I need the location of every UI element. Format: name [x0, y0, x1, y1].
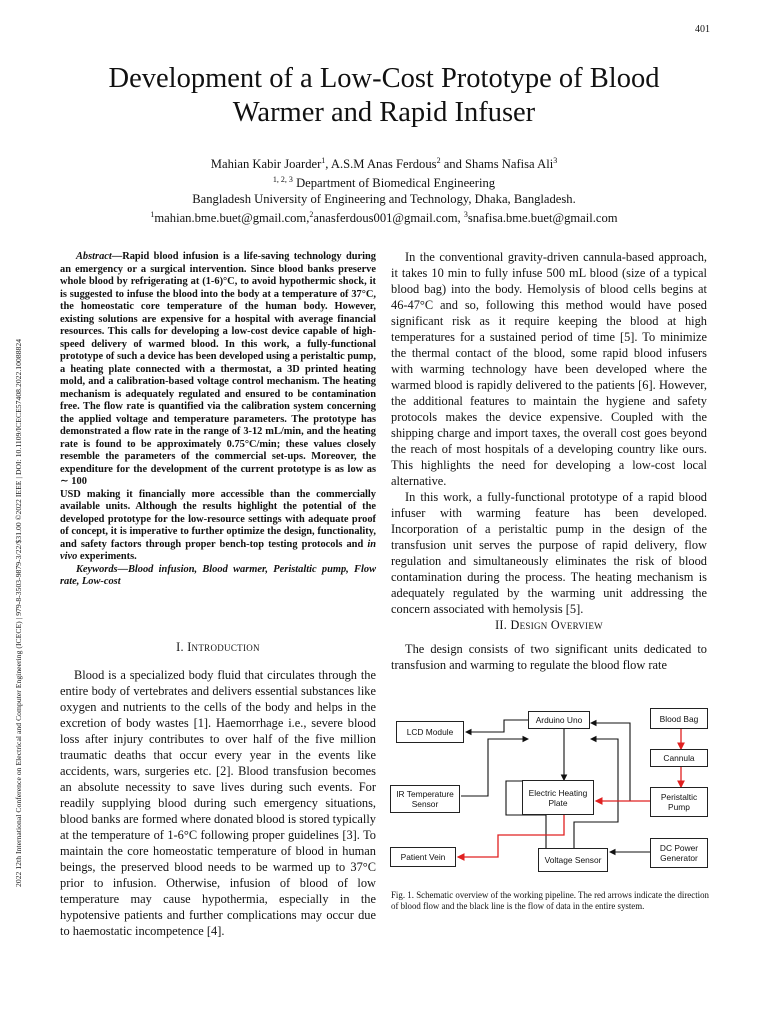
abstract-paragraph: Abstract—Rapid blood infusion is a life-saving technology during an emergency or a surgical intervention. Since blood banks preserve whole blood by refrigerating at (1-6)°C, to avoid hypothermic shock, it is suggested to infuse the blood into the body at a temperature of 37°C, the homeostatic core temperature of the human body. However, existing solutions are expensive for a hospital with average financial resources. This calls for developing a low-cost device capable of high-speed delivery of warmed blood. In this work, a fully-functional prototype of such a device has been developed using a peristaltic pump, a heating plate connected with a thermostat, a 3D printed heating mold, and a calibration-based voltage control mechanism. The heating mechanism is adequately regulated and ensured to be contamination free. The flow rate is quantified via the calibration system concerning the applied voltage and temperature parameters. The prototype has demonstrated a flow rate in the range of 3-12 mL/min, and the heating rate is found to be approximately 0.75°C/min; these values closely resemble the parameters of the commercial set-ups. Moreover, the expenditure for the development of the current prototype is as low as ∼ 100 — [60, 251, 376, 487]
lcd-module-box: LCD Module — [396, 721, 464, 743]
abstract — [60, 251, 376, 589]
pipeline-diagram — [388, 699, 710, 882]
right-column-text — [391, 249, 707, 617]
paragraph: In the conventional gravity-driven cannula-based approach, it takes 10 min to fully infuse 500 mL blood (size of a typical blood bag) into the body. Hemolysis of blood cells begins at 46-47°C and so, following this method would have posed significant risk as it require keeping the blood at high temperatures for a sustained period of time [5]. To minimize the thermal contact of the blood, some rapid blood infusers with warming technology have been developed where the warmed blood is rapidly delivered to the patients [6]. However, the additional features to maintain the hygiene and safety protocols makes the device expensive. Coupled with the shipping charge and import taxes, the overall cost goes beyond the reach of most hospitals of a developing country like ours. This highlights the need for developing a low-cost local alternative. — [391, 250, 707, 488]
abstract-paragraph-2: USD making it financially more accessible than the commercially available units. Although the results highlight the potential of the developed prototype for the low-resource settings with adequate proof of concept, it is imperative to further optimize the design, functionality, and safety factors through proper bench-top testing protocols and in vivo experiments. — [60, 488, 376, 562]
arduino-uno-box: Arduino Uno — [528, 711, 590, 729]
section-heading-design-overview: II. Design Overview — [495, 618, 603, 632]
dc-power-generator-box: DC Power Generator — [650, 838, 708, 868]
design-overview-text: The design consists of two significant units dedicated to transfusion and warming to regulate the blood flow rate — [391, 642, 707, 672]
title-line-1: Development of a Low-Cost Prototype of Blood — [108, 63, 660, 94]
patient-vein-box: Patient Vein — [390, 847, 456, 867]
introduction-text: Blood is a specialized body fluid that circulates through the entire body of vertebrates and delivers essential substances like oxygen and nutrients to the cells of the body and helps in the excretion of body wastes [1]. Haemorrhage i.e., severe blood loss after injury contributes to over half of the five million traumatic deaths that occur every year in the events like accidents, wars, surgeries etc. [2]. Blood transfusion becomes an absolute necessity to save lives during such events. For readily supplying blood during such emergency situations, blood banks are formed where donated blood is stored typically at the temperature of 1-6°C following proper guidelines [3]. To maintain the core homeostatic temperature of blood in human beings, the preserved blood needs to be warmed up to 37°C prior to infusion. Otherwise, infusion of blood of low temperature may cause hypothermia, especially in the hypotensive patients and further complications may occur due to haemostatic incompetence [4]. — [60, 668, 376, 938]
electric-heating-plate-box: Electric Heating Plate — [522, 780, 594, 815]
department: $^{1, 2, 3}$ Department of Biomedical Engineering — [272, 175, 496, 191]
link-pump-arduino — [591, 723, 650, 801]
paragraph: In this work, a fully-functional prototype of a rapid blood infuser with warming feature has been developed. Incorporation of a peristaltic pump in the design of the transfusion unit serves the purpose of rapid delivery, flow regulation and simultaneously eliminates the risk of blood contamination during the process. The heating mechanism is adequately regulated by the warming unit addressing the concern associated with hemolysis [5]. — [391, 490, 707, 616]
ir-temperature-sensor-box: IR Temperature Sensor — [390, 785, 460, 813]
link-ir-arduino — [461, 739, 528, 796]
doi-sidebar-text: 2022 12th International Conference on Electrical and Computer Engineering (ICECE) | 979-8-3503-9879-3/22/$31.00 ©2022 IEEE | DOI: 10.1109/ICECE57408.2022.10088824 — [14, 338, 23, 887]
keywords: Keywords—Blood infusion, Blood warmer, Peristaltic pump, Flow rate, Low-cost — [60, 563, 376, 587]
voltage-sensor-box: Voltage Sensor — [538, 848, 608, 872]
doi-sidebar — [7, 142, 21, 887]
cannula-box: Cannula — [650, 749, 708, 767]
section-heading-introduction: I. Introduction — [176, 640, 260, 654]
author-block — [60, 153, 708, 227]
figure-caption: Fig. 1. Schematic overview of the working pipeline. The red arrows indicate the direction of blood flow and the black line is the flow of data in the entire system. — [391, 890, 709, 911]
emails: $^1$mahian.bme.buet@gmail.com,$^2$anasferdous001@gmail.com, $^3$snafisa.bme.buet@gmail.com — [150, 210, 618, 226]
peristaltic-pump-box: Peristaltic Pump — [650, 787, 708, 817]
blood-bag-box: Blood Bag — [650, 708, 708, 729]
university: Bangladesh University of Engineering and Technology, Dhaka, Bangladesh. — [192, 192, 576, 207]
author-names: Mahian Kabir Joarder$^1$, A.S.M Anas Ferdous$^2$ and Shams Nafisa Ali$^3$ — [210, 156, 558, 172]
page-number: 401 — [695, 24, 710, 35]
link-arduino-lcd — [466, 720, 528, 732]
title-line-2: Warmer and Rapid Infuser — [232, 97, 536, 128]
paper-title — [60, 62, 708, 130]
